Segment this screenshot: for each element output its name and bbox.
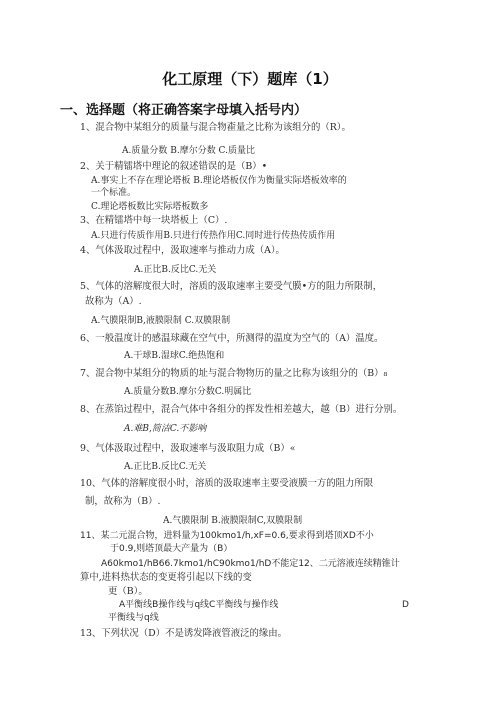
question-1-options: A.质量分数 B.摩尔分数 C.质量比 [122,146,255,156]
question-6: 6、一般温度计的感温球藏在空气中，所测得的温度为空气的（A）温度。 [80,333,384,344]
question-9-options: A.正比B.反比C.无关 [124,462,207,472]
question-2-option-c: C.理论塔板数比实际塔板数多 [91,202,209,212]
question-4: 4、气体汲取过程中，汲取速率与推动力成（A）。 [80,245,285,256]
question-10: 10、气体的溶解度很小时，溶质的汲取速率主要受液膜一方的阻力所限 [80,478,374,489]
question-2-options-cont: 一个标准。 [91,188,137,198]
question-5-cont: 故称为（A）. [85,296,142,307]
question-2: 2、关于精镭塔中理论的叙述错误的是（B）• [80,161,268,172]
question-12-cont-2: 更（B）。 [108,586,148,597]
document-title: 化工原理（下）题库（1） [162,70,338,88]
question-1: 1、混合物中某组分的质量与混合物㮅量之比称为该组分的（R）。 [80,122,351,133]
question-7: 7、混合物中某组分的物质的址与混合物物历的量之比称为该组分的（B）₈ [80,368,388,379]
question-10-options: A.气膜限制 B.液膜限制C,双膜限制 [163,516,303,526]
question-11: 11、某二元混合物，进料量为100kmo1/h,xF=0.6,要求得到塔顶XD不小 [80,531,374,541]
question-9: 9、气体汲取过程中，汲取速率与汲取阻力成（B）« [80,443,296,454]
question-11-options-and-q12: A60kmo1/hB66.7kmo1/hC90kmo1/hD不能定12、二元溶液连续精锥计 [101,559,400,569]
question-5-options: A.气膜限制B,液膜限制 C.双膜限制 [91,316,231,326]
question-2-options-ab: A.事实上不存在理论塔板 B.理论塔板仅作为衡量实际塔板效率的 [91,176,347,186]
question-5: 5、气体的溶解度很大时，溶质的汲取速率主要受气膜•方的阻力所限制， [80,281,383,292]
question-10-cont: 制，故称为（B）. [85,496,161,507]
question-6-options: A.干球B.湿球C.绝热饱和 [124,351,225,361]
question-3: 3、在精镭塔中每一块塔板上（C）. [80,215,228,226]
section-heading: 一、选择题（将正确答案字母填入括号内） [60,103,308,118]
question-4-options: A.正比B.反比C.无关 [134,265,217,275]
question-11-cont: 于0.9,则塔顶最大产量为（B） [110,544,233,554]
question-12-options: A平衡线B操作线与q线C平衡线与操作线 [119,600,279,610]
question-8: 8、在蒸馅过程中，混合气体中各组分的挥发性相差越大，越（B）进行分别。 [80,404,403,415]
question-13: 13、下列状况（D）不是诱发降液管液泛的缘由。 [80,628,287,639]
question-8-options: A.难B,简洁C.不影响 [124,424,207,434]
question-12-option-d-label: D [402,600,409,610]
question-12-option-d: 平衡线与q线 [108,613,159,623]
question-12-cont: 算中,进料热状态的变更将引起以下线的变 [80,572,252,583]
question-3-options: A.只进行传质作用B.只进行传热作用C.同时进行传热传质作用 [91,231,336,241]
question-7-options: A.质量分数B.摩尔分数C.明属比 [124,387,252,397]
